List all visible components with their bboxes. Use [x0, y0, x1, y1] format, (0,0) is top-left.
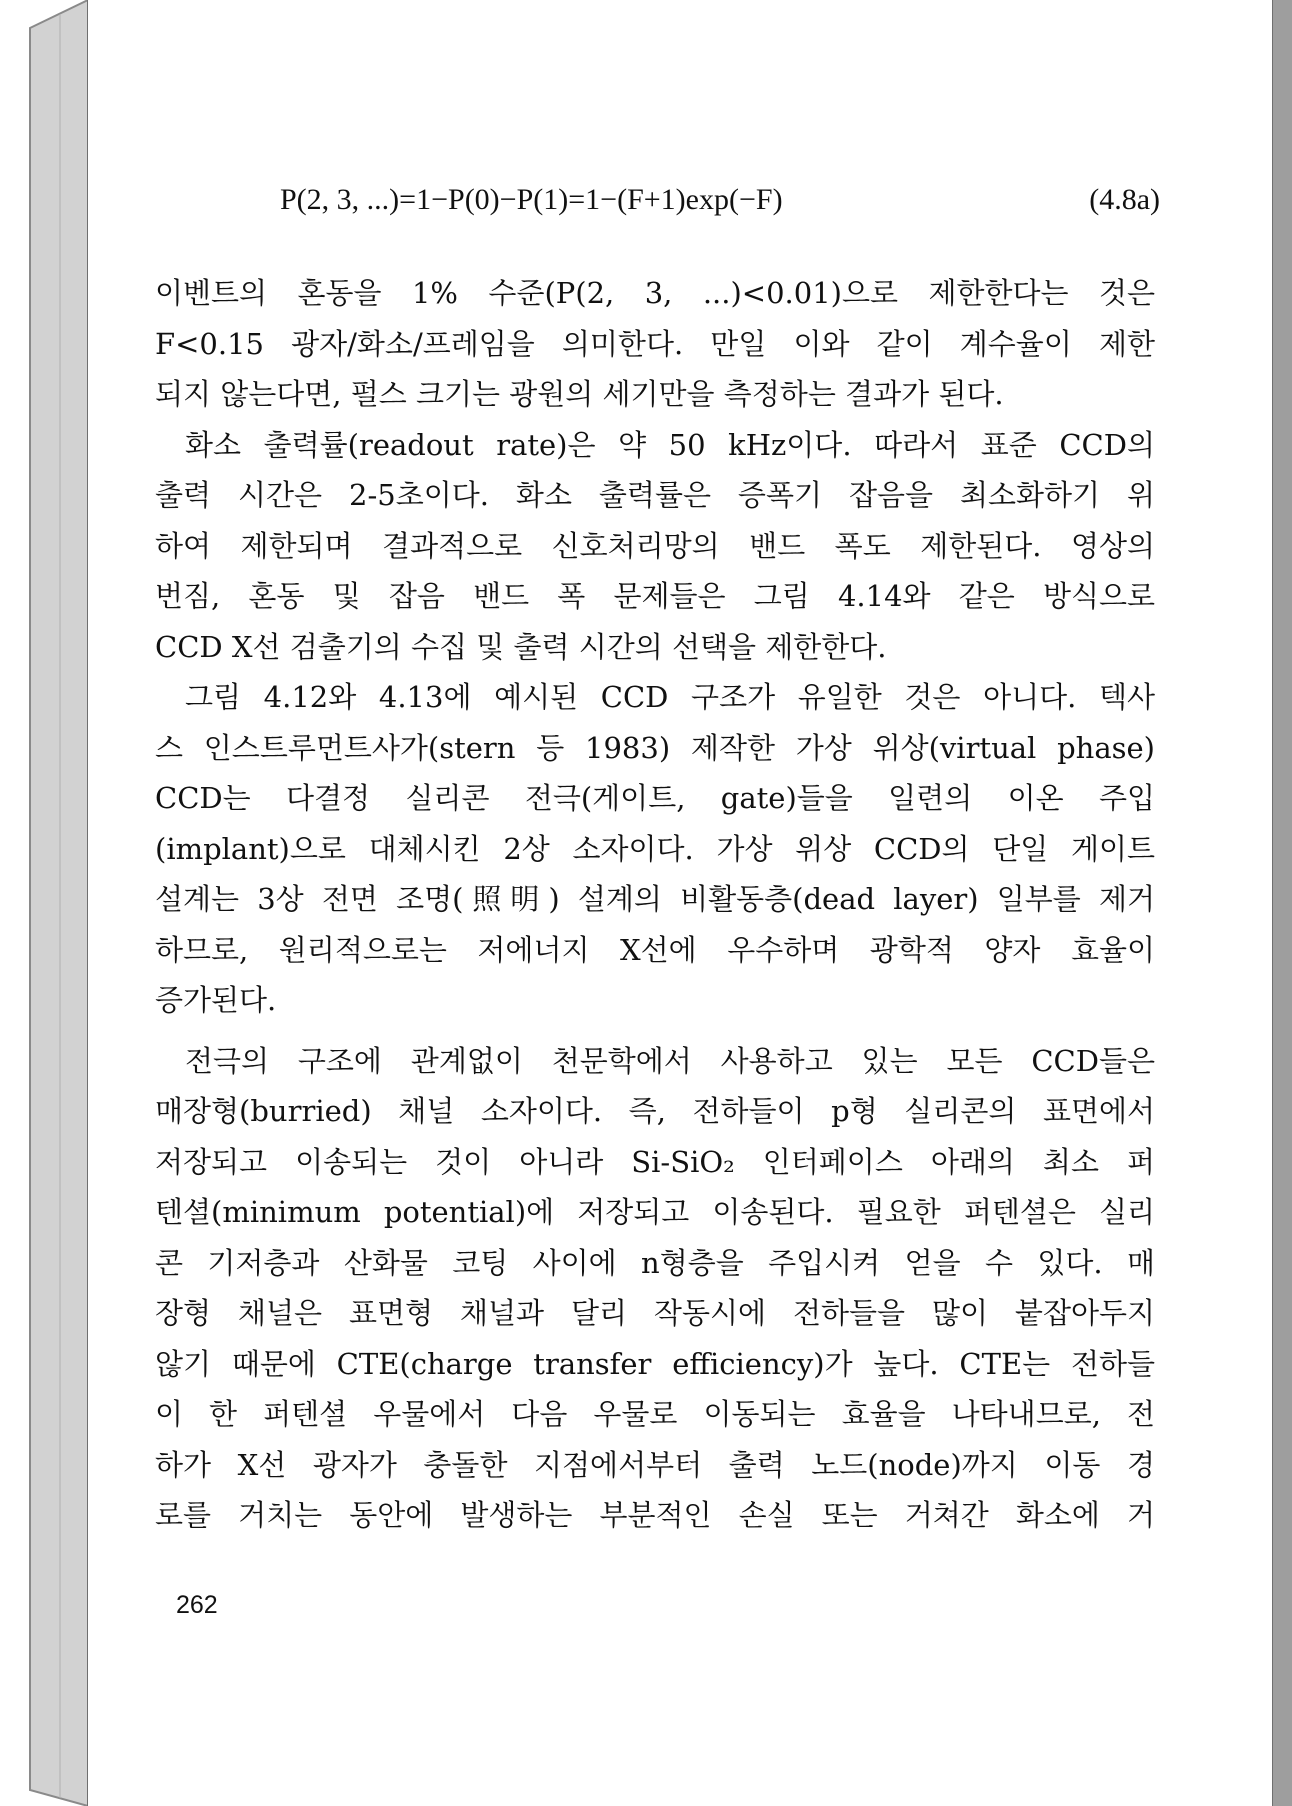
page-number: 262 — [176, 1591, 218, 1619]
text-line: 저장되고 이송되는 것이 아니라 Si-SiO₂ 인터페이스 아래의 최소 퍼 — [155, 1144, 1155, 1179]
text-line: 텐셜(minimum potential)에 저장되고 이송된다. 필요한 퍼텐셜은 실리 — [155, 1195, 1155, 1229]
text-line: 번짐, 혼동 및 잡음 밴드 폭 문제들은 그림 4.14와 같은 방식으로 — [155, 579, 1155, 613]
text-line: 전극의 구조에 관계없이 천문학에서 사용하고 있는 모든 CCD들은 — [185, 1043, 1155, 1078]
text-line: 않기 때문에 CTE(charge transfer efficiency)가 높다. CTE는 전하들 — [155, 1346, 1155, 1381]
text-line: 로를 거치는 동안에 발생하는 부분적인 손실 또는 거쳐간 화소에 거 — [155, 1498, 1155, 1532]
text-line: 콘 기저층과 산화물 코팅 사이에 n형층을 주입시켜 얻을 수 있다. 매 — [155, 1245, 1155, 1280]
equation-number: (4.8a) — [1089, 183, 1160, 216]
text-line: 그림 4.12와 4.13에 예시된 CCD 구조가 유일한 것은 아니다. 텍사 — [185, 680, 1155, 714]
equation-block — [280, 178, 1160, 222]
text-line: 설계는 3상 전면 조명(照明) 설계의 비활동층(dead layer) 일부를 제거 — [155, 882, 1155, 916]
text-line: 증가된다. — [155, 983, 277, 1017]
text-line: 스 인스트루먼트사가(stern 등 1983) 제작한 가상 위상(virtual phase) — [155, 730, 1155, 765]
text-line: 출력 시간은 2-5초이다. 화소 출력률은 증폭기 잡음을 최소화하기 위 — [155, 478, 1155, 512]
equation-text: P(2, 3, ...)=1−P(0)−P(1)=1−(F+1)exp(−F) — [280, 183, 783, 216]
text-line: 하여 제한되며 결과적으로 신호처리망의 밴드 폭도 제한된다. 영상의 — [155, 528, 1155, 563]
text-line: F<0.15 광자/화소/프레임을 의미한다. 만일 이와 같이 계수율이 제한 — [155, 326, 1155, 361]
text-line: (implant)으로 대체시킨 2상 소자이다. 가상 위상 CCD의 단일 게이트 — [155, 831, 1155, 866]
text-line: CCD X선 검출기의 수집 및 출력 시간의 선택을 제한한다. — [155, 629, 887, 664]
text-line: CCD는 다결정 실리콘 전극(게이트, gate)들을 일련의 이온 주입 — [155, 781, 1155, 815]
text-line: 이벤트의 혼동을 1% 수준(P(2, 3, ...)<0.01)으로 제한한다는 것은 — [155, 276, 1155, 310]
text-line: 매장형(burried) 채널 소자이다. 즉, 전하들이 p형 실리콘의 표면에서 — [155, 1094, 1155, 1128]
text-line: 이 한 퍼텐셜 우물에서 다음 우물로 이동되는 효율을 나타내므로, 전 — [155, 1397, 1155, 1431]
text-line: 화소 출력률(readout rate)은 약 50 kHz이다. 따라서 표준 CCD의 — [185, 427, 1155, 462]
body-text — [155, 268, 1155, 1541]
text-line: 되지 않는다면, 펄스 크기는 광원의 세기만을 측정하는 결과가 된다. — [155, 377, 1004, 411]
text-line: 하므로, 원리적으로는 저에너지 X선에 우수하며 광학적 양자 효율이 — [155, 932, 1155, 967]
text-line: 장형 채널은 표면형 채널과 달리 작동시에 전하들을 많이 붙잡아두지 — [155, 1296, 1155, 1330]
text-line: 하가 X선 광자가 충돌한 지점에서부터 출력 노드(node)까지 이동 경 — [155, 1447, 1155, 1482]
